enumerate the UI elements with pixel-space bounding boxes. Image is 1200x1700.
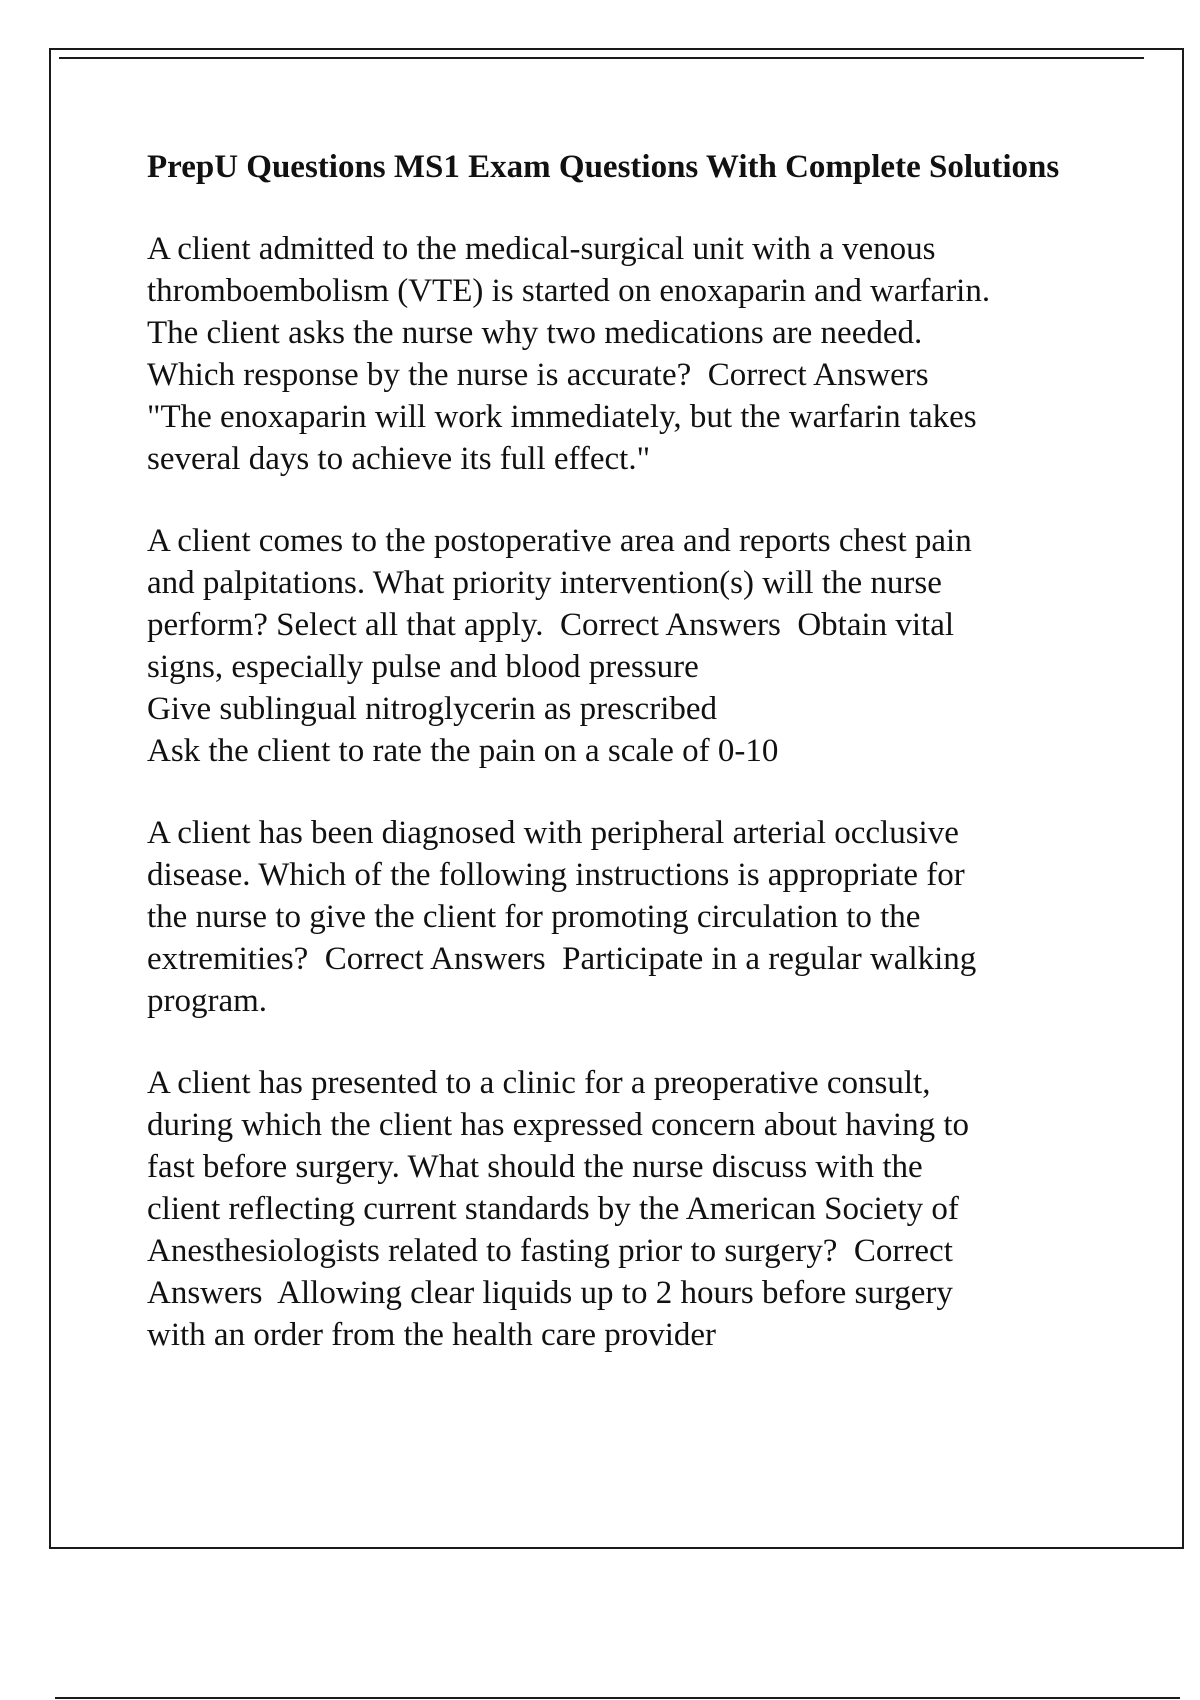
question-answer-1: A client admitted to the medical-surgical unit with a venous thromboembolism (VTE) is started on enoxaparin and warfarin. The client asks the nurse why two medications are needed. Which response by the nurse is accurate? Correct Answers "The enoxaparin will work immediately, but the warfarin takes several days to achieve its full effect." bbox=[147, 231, 991, 477]
bottom-rule bbox=[55, 1697, 1180, 1699]
top-rule bbox=[59, 57, 1144, 59]
question-answer-2: A client comes to the postoperative area and reports chest pain and palpitations. What priority intervention(s) will the nurse perform? Select all that apply. Correct Answers Obtain vital signs, especially pulse and blood pressure Give sublingual nitroglycerin as prescribed Ask the client to rate the pain on a scale of 0-10 bbox=[147, 523, 972, 769]
document-title: PrepU Questions MS1 Exam Questions With Complete Solutions bbox=[147, 149, 1060, 185]
question-answer-4: A client has presented to a clinic for a preoperative consult, during which the client has expressed concern about having to fast before surgery. What should the nurse discuss with the client reflecting current standards by the American Society of Anesthesiologists related to fasting prior to surgery? Correct Answers Allowing clear liquids up to 2 hours before surgery with an order from the health care provider bbox=[147, 1065, 970, 1353]
question-answer-3: A client has been diagnosed with peripheral arterial occlusive disease. Which of the following instructions is appropriate for the nurse to give the client for promoting circulation to the extremities? Correct Answers Participate in a regular walking program. bbox=[147, 815, 977, 1019]
document-content bbox=[147, 146, 1137, 1396]
page-frame bbox=[49, 48, 1184, 1549]
